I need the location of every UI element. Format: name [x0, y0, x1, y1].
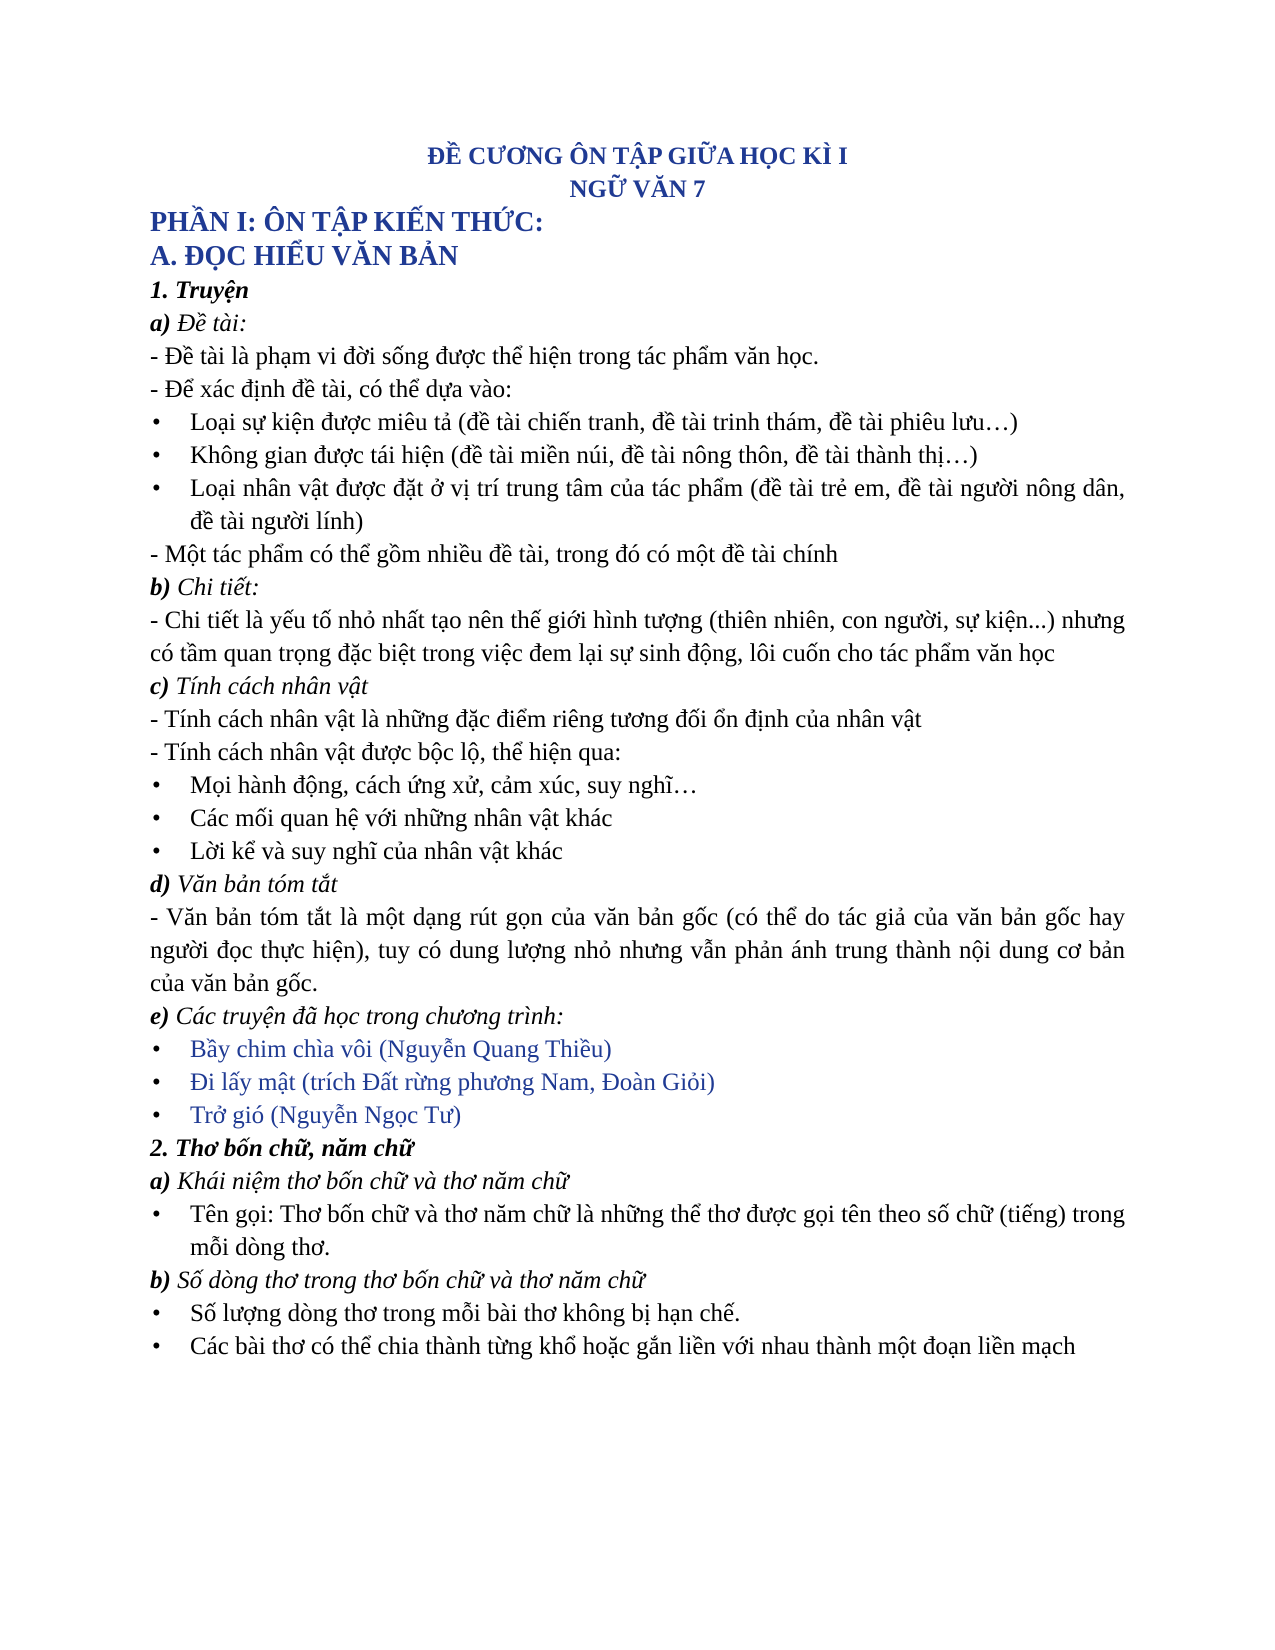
list-item-text: Các bài thơ có thể chia thành từng khổ hoặc gắn liền với nhau thành một đoạn liền mạch [190, 1333, 1076, 1360]
subheading-marker: b) [150, 574, 171, 601]
bullet-list [150, 1198, 1125, 1264]
list-item [150, 802, 1125, 835]
paragraph: - Tính cách nhân vật là những đặc điểm riêng tương đối ổn định của nhân vật [150, 706, 922, 733]
subheading-text: Khái niệm thơ bốn chữ và thơ năm chữ [170, 1168, 569, 1195]
bullet-icon: • [152, 409, 161, 436]
paragraph: - Văn bản tóm tắt là một dạng rút gọn của văn bản gốc (có thể do tác giả của văn bản gốc hay người đọc thực hiện), tuy có dung lượng nhỏ nhưng vẫn phản ánh trung thành nội dung cơ bản của văn bản gốc. [150, 904, 1125, 997]
subheading-khai-niem [150, 1165, 1125, 1198]
list-item-text: Tên gọi: Thơ bốn chữ và thơ năm chữ là những thể thơ được gọi tên theo số chữ (tiếng) trong mỗi dòng thơ. [190, 1201, 1125, 1261]
section-a-heading: A. ĐỌC HIỂU VĂN BẢN [150, 241, 459, 272]
subheading-chi-tiet [150, 571, 1125, 604]
subheading-marker: d) [150, 871, 171, 898]
paragraph: - Tính cách nhân vật được bộc lộ, thể hiện qua: [150, 739, 622, 766]
list-item [150, 1297, 1125, 1330]
bullet-list [150, 769, 1125, 868]
subheading-marker: a) [150, 310, 171, 337]
paragraph: - Một tác phẩm có thể gồm nhiều đề tài, trong đó có một đề tài chính [150, 541, 839, 568]
bullet-icon: • [152, 838, 161, 865]
document-title: ĐỀ CƯƠNG ÔN TẬP GIỮA HỌC KÌ I [427, 143, 848, 170]
list-item-text: Các mối quan hệ với những nhân vật khác [190, 805, 613, 832]
paragraph: - Đề tài là phạm vi đời sống được thể hiện trong tác phẩm văn học. [150, 343, 819, 370]
list-item-text: Đi lấy mật (trích Đất rừng phương Nam, Đoàn Giỏi) [190, 1069, 715, 1096]
list-item-text: Không gian được tái hiện (đề tài miền núi, đề tài nông thôn, đề tài thành thị…) [190, 442, 978, 469]
bullet-list [150, 406, 1125, 538]
subheading-text: Văn bản tóm tắt [170, 871, 338, 898]
bullet-icon: • [152, 1333, 161, 1360]
list-item [150, 1033, 1125, 1066]
bullet-icon: • [152, 442, 161, 469]
list-item-text: Bầy chim chìa vôi (Nguyễn Quang Thiều) [190, 1036, 612, 1063]
subheading-text: Các truyện đã học trong chương trình: [169, 1003, 565, 1030]
subheading-van-ban-tom-tat [150, 868, 1125, 901]
paragraph: - Chi tiết là yếu tố nhỏ nhất tạo nên thế giới hình tượng (thiên nhiên, con người, sự kiện...) nhưng có tầm quan trọng đặc biệt trong việc đem lại sự sinh động, lôi cuốn cho tác phẩm văn học [150, 607, 1125, 667]
subheading-text: Tính cách nhân vật [169, 673, 369, 700]
heading-truyen: 1. Truyện [150, 277, 250, 304]
subheading-marker: e) [150, 1003, 170, 1030]
subheading-text: Chi tiết: [170, 574, 260, 601]
bullet-icon: • [152, 1102, 161, 1129]
bullet-icon: • [152, 1300, 161, 1327]
list-item-text: Trở gió (Nguyễn Ngọc Tư) [190, 1102, 462, 1129]
subheading-marker: c) [150, 673, 170, 700]
bullet-icon: • [152, 772, 161, 799]
bullet-icon: • [152, 805, 161, 832]
bullet-icon: • [152, 475, 161, 502]
subheading-marker: a) [150, 1168, 171, 1195]
heading-tho: 2. Thơ bốn chữ, năm chữ [150, 1135, 414, 1162]
list-item [150, 1066, 1125, 1099]
list-item-text: Lời kể và suy nghĩ của nhân vật khác [190, 838, 563, 865]
subheading-de-tai [150, 307, 1125, 340]
subheading-text: Số dòng thơ trong thơ bốn chữ và thơ năm chữ [170, 1267, 645, 1294]
paragraph: - Để xác định đề tài, có thể dựa vào: [150, 376, 513, 403]
bullet-list [150, 1297, 1125, 1363]
list-item [150, 439, 1125, 472]
list-item-text: Loại sự kiện được miêu tả (đề tài chiến tranh, đề tài trinh thám, đề tài phiêu lưu…) [190, 409, 1018, 436]
bullet-icon: • [152, 1036, 161, 1063]
list-item [150, 406, 1125, 439]
bullet-icon: • [152, 1069, 161, 1096]
list-item [150, 1330, 1125, 1363]
subheading-so-dong [150, 1264, 1125, 1297]
list-item [150, 1198, 1125, 1264]
list-item [150, 472, 1125, 538]
list-item-text: Số lượng dòng thơ trong mỗi bài thơ không bị hạn chế. [190, 1300, 741, 1327]
subheading-marker: b) [150, 1267, 171, 1294]
list-item-text: Mọi hành động, cách ứng xử, cảm xúc, suy nghĩ… [190, 772, 698, 799]
bullet-icon: • [152, 1201, 161, 1228]
subheading-text: Đề tài: [170, 310, 248, 337]
subheading-cac-truyen [150, 1000, 1125, 1033]
list-item [150, 835, 1125, 868]
part-heading: PHẦN I: ÔN TẬP KIẾN THỨC: [150, 207, 544, 238]
list-item [150, 1099, 1125, 1132]
story-list [150, 1033, 1125, 1132]
document-subtitle: NGỮ VĂN 7 [569, 176, 706, 203]
list-item [150, 769, 1125, 802]
subheading-tinh-cach [150, 670, 1125, 703]
list-item-text: Loại nhân vật được đặt ở vị trí trung tâm của tác phẩm (đề tài trẻ em, đề tài người nông dân, đề tài người lính) [190, 475, 1125, 535]
